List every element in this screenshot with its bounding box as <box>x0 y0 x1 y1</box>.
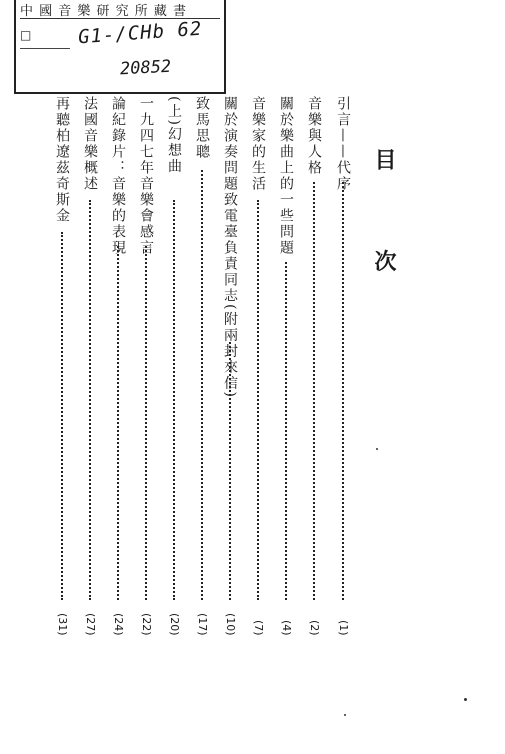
toc-entry-page: (31) <box>56 613 69 636</box>
toc-entry-title: 關於演奏問題致電臺負責同志(附兩封來信) <box>222 96 238 399</box>
toc-entry[interactable] <box>50 96 74 636</box>
paper-speck <box>344 714 346 716</box>
toc-entry-title: 一九四七年音樂會感言 <box>138 96 154 256</box>
toc-entry-page: (7) <box>252 620 265 636</box>
toc-leader-dots <box>89 200 91 600</box>
toc-leader-dots <box>61 232 63 600</box>
toc-entry-title: 音樂家的生活 <box>250 96 266 192</box>
toc-leader-dots <box>173 200 175 600</box>
toc-entry-title: (上)幻想曲 <box>166 96 182 175</box>
toc-entry-page: (4) <box>280 620 293 636</box>
toc-entry[interactable] <box>246 96 270 636</box>
toc-entry-page: (22) <box>140 613 153 636</box>
stamp-mark: □ <box>20 28 32 42</box>
toc-entry[interactable] <box>331 96 355 636</box>
toc-entry-page: (2) <box>308 620 321 636</box>
toc-entry[interactable] <box>218 96 242 636</box>
toc-leader-dots <box>117 246 119 600</box>
toc-heading: 目 次 <box>371 148 397 308</box>
toc-entry[interactable] <box>274 96 298 636</box>
stamp-underline <box>40 92 216 94</box>
toc-entry[interactable] <box>162 96 186 636</box>
toc-leader-dots <box>342 182 344 600</box>
toc-entry-title: 引言——代序 <box>335 96 351 192</box>
toc-entry-page: (27) <box>84 613 97 636</box>
toc-entry-title: 法國音樂概述 <box>82 96 98 192</box>
toc-leader-dots <box>285 262 287 600</box>
stamp-library-name: 中 國 音 樂 研 究 所 藏 書 <box>20 0 220 19</box>
toc-leader-dots <box>313 182 315 600</box>
toc-entry-title: 再聽柏遼茲奇斯金 <box>54 96 70 224</box>
toc-leader-dots <box>229 342 231 600</box>
toc-entry-page: (17) <box>196 613 209 636</box>
paper-speck <box>376 448 378 450</box>
stamp-call-number: G1-/CHb 62 <box>77 17 204 49</box>
toc-entry-page: (20) <box>168 613 181 636</box>
stamp-divider <box>20 48 70 49</box>
toc-entry[interactable] <box>302 96 326 636</box>
toc-entry-title: 關於樂曲上的一些問題 <box>278 96 294 256</box>
toc-entry[interactable] <box>134 96 158 636</box>
toc-entry-title: 論紀錄片：音樂的表現 <box>110 96 126 256</box>
toc-entry-page: (10) <box>224 613 237 636</box>
toc-entry-title: 音樂與人格 <box>306 96 322 176</box>
toc-entry-title: 致馬思聰 <box>194 96 210 160</box>
toc-entry[interactable] <box>106 96 130 636</box>
toc-leader-dots <box>257 200 259 600</box>
toc-leader-dots <box>201 170 203 600</box>
toc-entry-page: (24) <box>112 613 125 636</box>
library-stamp <box>14 0 226 94</box>
toc-entry[interactable] <box>78 96 102 636</box>
toc-leader-dots <box>145 246 147 600</box>
stamp-accession-number: 20852 <box>119 56 172 80</box>
toc-entry-page: (1) <box>337 620 350 636</box>
toc-entry[interactable] <box>190 96 214 636</box>
paper-speck <box>464 698 467 701</box>
